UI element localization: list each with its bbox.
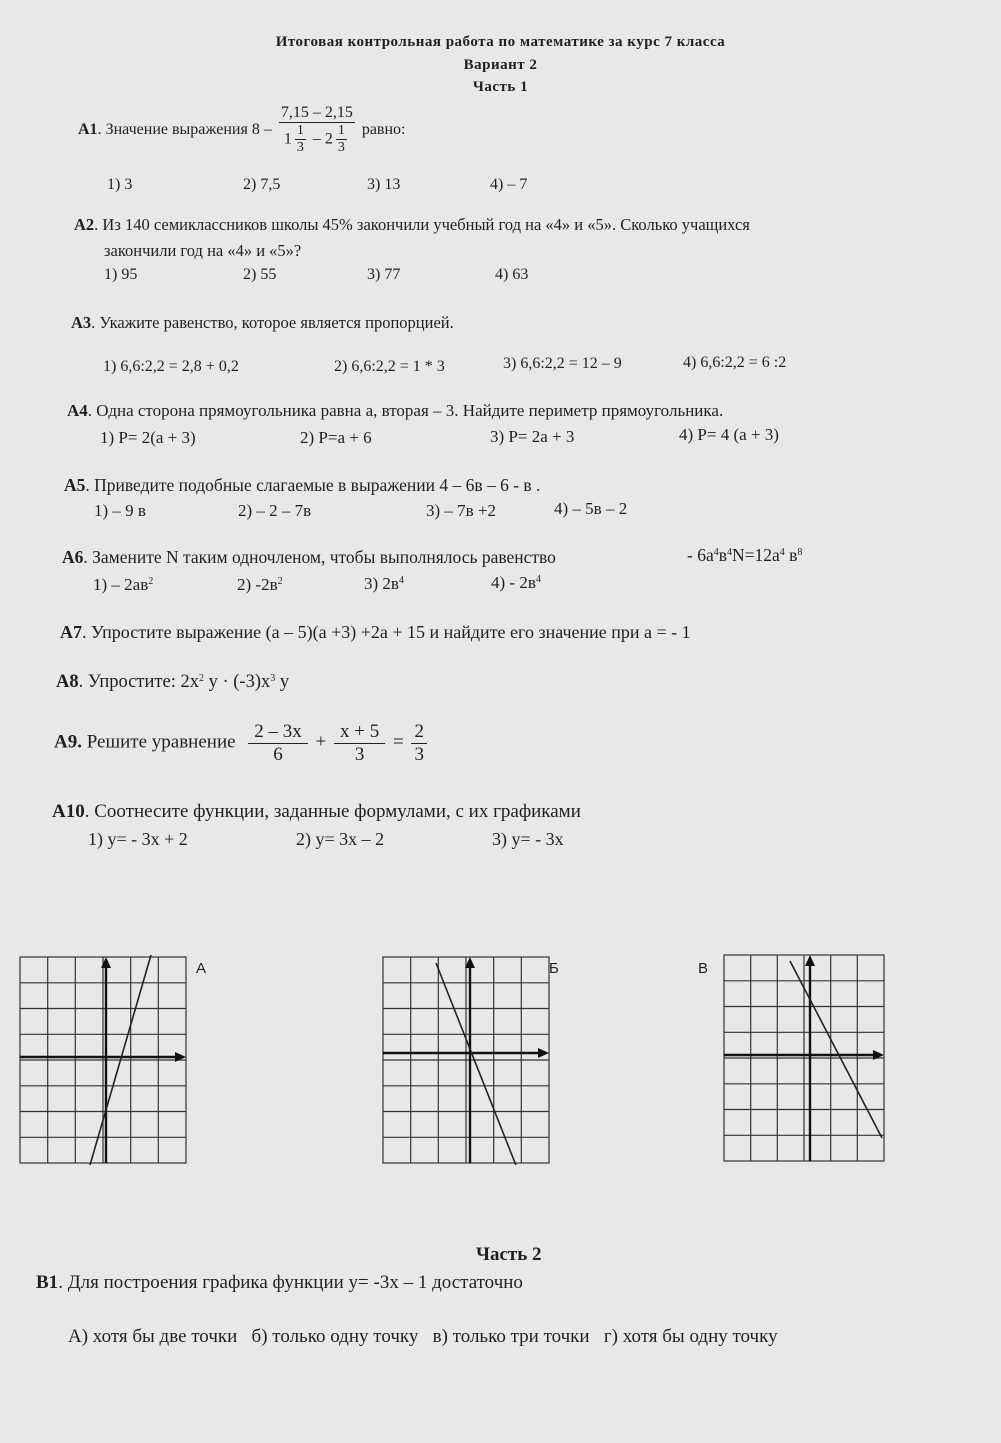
- graph-a[interactable]: [18, 955, 190, 1165]
- question-number: А9.: [54, 731, 82, 753]
- a9-fraction-3: $\frac{2}{3}$: [411, 721, 427, 766]
- minus-sign: – 2: [312, 130, 333, 148]
- b1-options[interactable]: А) хотя бы две точки б) только одну точку в) только три точки г) хотя бы одну точку: [68, 1326, 778, 1347]
- a1-option-4[interactable]: 4) – 7: [490, 176, 528, 193]
- a1-option-2[interactable]: 2) 7,5: [243, 176, 281, 193]
- question-number: А5: [64, 475, 86, 495]
- question-a6: [62, 547, 556, 568]
- a10-formula-3[interactable]: 3) у= - 3х: [492, 829, 564, 849]
- a6-option-2[interactable]: 2) $-2в^2$: [237, 575, 283, 594]
- question-text: . Укажите равенство, которое является пропорцией.: [91, 313, 454, 332]
- a5-option-2[interactable]: 2) – 2 – 7в: [238, 501, 312, 520]
- a2-option-3[interactable]: 3) 77: [367, 266, 401, 283]
- question-text: . Соотнесите функции, заданные формулами, с их графиками: [84, 801, 581, 822]
- a4-option-4[interactable]: 4) Р= 4 (а + 3): [679, 425, 779, 444]
- question-number: А2: [74, 215, 95, 234]
- a2-option-4[interactable]: 4) 63: [495, 266, 529, 283]
- equals-sign: =: [392, 731, 404, 753]
- a4-option-2[interactable]: 2) Р=а + 6: [300, 428, 372, 447]
- a6-equation: - $6а^4в^4N=12а^4$ $в^8$: [687, 545, 803, 565]
- a1-denominator: [279, 123, 355, 156]
- a6-option-3[interactable]: 3) $2в^4$: [364, 574, 404, 593]
- y-axis-arrow: [805, 955, 815, 966]
- question-text: Решите уравнение: [81, 731, 236, 753]
- a4-option-3[interactable]: 3) Р= 2а + 3: [490, 427, 575, 446]
- plus-sign: +: [315, 731, 327, 753]
- question-number: А4: [67, 401, 88, 420]
- worksheet-title: Итоговая контрольная работа по математике за курс 7 класса: [275, 34, 726, 50]
- question-number: А6: [62, 547, 84, 567]
- question-number: А10: [52, 801, 85, 822]
- graph-b[interactable]: [381, 955, 553, 1165]
- part-2-label: Часть 2: [476, 1244, 542, 1265]
- question-text: . Приведите подобные слагаемые в выражении 4 – 6в – 6 - в .: [85, 475, 541, 495]
- a1-numerator: 7,15 – 2,15: [279, 104, 355, 123]
- question-a4: [67, 401, 723, 421]
- question-a2-line2: закончили год на «4» и «5»?: [104, 241, 302, 260]
- graph-label-v: В: [698, 960, 709, 977]
- mixed-whole: 1: [283, 130, 292, 148]
- a1-option-1[interactable]: 1) 3: [107, 176, 133, 193]
- question-text: . Значение выражения 8 –: [97, 120, 272, 138]
- mixed-fraction: $\frac{1}{3}$: [337, 123, 345, 156]
- a6-option-1[interactable]: $1) - 2ав^2$: [93, 575, 154, 594]
- question-text: . Упростите выражение (а – 5)(а +3) +2а + 15 и найдите его значение при а = - 1: [82, 622, 691, 642]
- question-number: А8: [56, 672, 79, 692]
- graph-label-b: Б: [549, 960, 559, 977]
- a5-option-3[interactable]: 3) – 7в +2: [426, 501, 497, 520]
- question-a2: [74, 215, 750, 235]
- question-number: А3: [71, 313, 92, 332]
- question-text: . Из 140 семиклассников школы 45% закончили учебный год на «4» и «5». Сколько учащихся: [94, 215, 750, 234]
- variant-label: Вариант 2: [463, 57, 538, 73]
- mixed-fraction: $\frac{1}{3}$: [296, 123, 304, 156]
- question-a7: [60, 622, 691, 643]
- a4-option-1[interactable]: 1) Р= 2(а + 3): [100, 428, 196, 447]
- question-a9: [54, 721, 430, 766]
- question-b1: [36, 1272, 523, 1294]
- a3-option-3[interactable]: 3) 6,6:2,2 = 12 – 9: [503, 355, 622, 372]
- a5-option-4[interactable]: 4) – 5в – 2: [554, 499, 628, 518]
- a5-option-1[interactable]: 1) – 9 в: [94, 501, 146, 520]
- axes: [383, 965, 541, 1163]
- a10-formula-1[interactable]: 1) у= - 3х + 2: [88, 829, 188, 849]
- a2-option-1[interactable]: 1) 95: [104, 266, 138, 283]
- a6-option-4[interactable]: $4) - 2в^4$: [491, 573, 541, 592]
- grid: [383, 957, 549, 1163]
- a1-option-3[interactable]: 3) 13: [367, 176, 401, 193]
- a3-option-4[interactable]: 4) 6,6:2,2 = 6 :2: [683, 354, 787, 371]
- graph-v[interactable]: [722, 953, 888, 1163]
- a1-fraction: [279, 104, 355, 157]
- question-text: . Замените N таким одночленом, чтобы выполнялось равенство: [83, 547, 556, 567]
- part-1-label: Часть 1: [472, 79, 529, 95]
- grid: [724, 955, 884, 1161]
- graph-label-a: А: [196, 960, 207, 977]
- a2-option-2[interactable]: 2) 55: [243, 266, 277, 283]
- question-number: А1: [78, 120, 98, 138]
- question-number: А7: [60, 622, 82, 642]
- question-tail: равно:: [361, 120, 406, 138]
- function-line: [436, 963, 519, 1165]
- a3-option-1[interactable]: 1) 6,6:2,2 = 2,8 + 0,2: [103, 358, 239, 375]
- a10-formula-2[interactable]: 2) у= 3х – 2: [296, 829, 385, 849]
- grid: [20, 957, 186, 1163]
- question-a5: [64, 475, 540, 496]
- a9-fraction-2: $\frac{x + 5}{3}$: [334, 721, 385, 766]
- question-number: В1: [36, 1272, 59, 1293]
- question-a1: [78, 104, 405, 157]
- question-text: . Одна сторона прямоугольника равна а, вторая – 3. Найдите периметр прямоугольника.: [87, 401, 724, 420]
- question-a3: [71, 313, 454, 333]
- question-text: . Для построения графика функции у= -3х – 1 достаточно: [58, 1272, 523, 1293]
- question-a10: [52, 801, 581, 823]
- a9-fraction-1: $\frac{2 - 3x}{6}$: [248, 721, 308, 766]
- axes: [724, 963, 876, 1161]
- a3-option-2[interactable]: 2) 6,6:2,2 = 1 * 3: [334, 358, 445, 375]
- question-a8: А8. Упростите: $2х^2$ $у \cdot (-3)х^3$ у: [56, 672, 290, 692]
- x-axis-arrow: [538, 1048, 549, 1058]
